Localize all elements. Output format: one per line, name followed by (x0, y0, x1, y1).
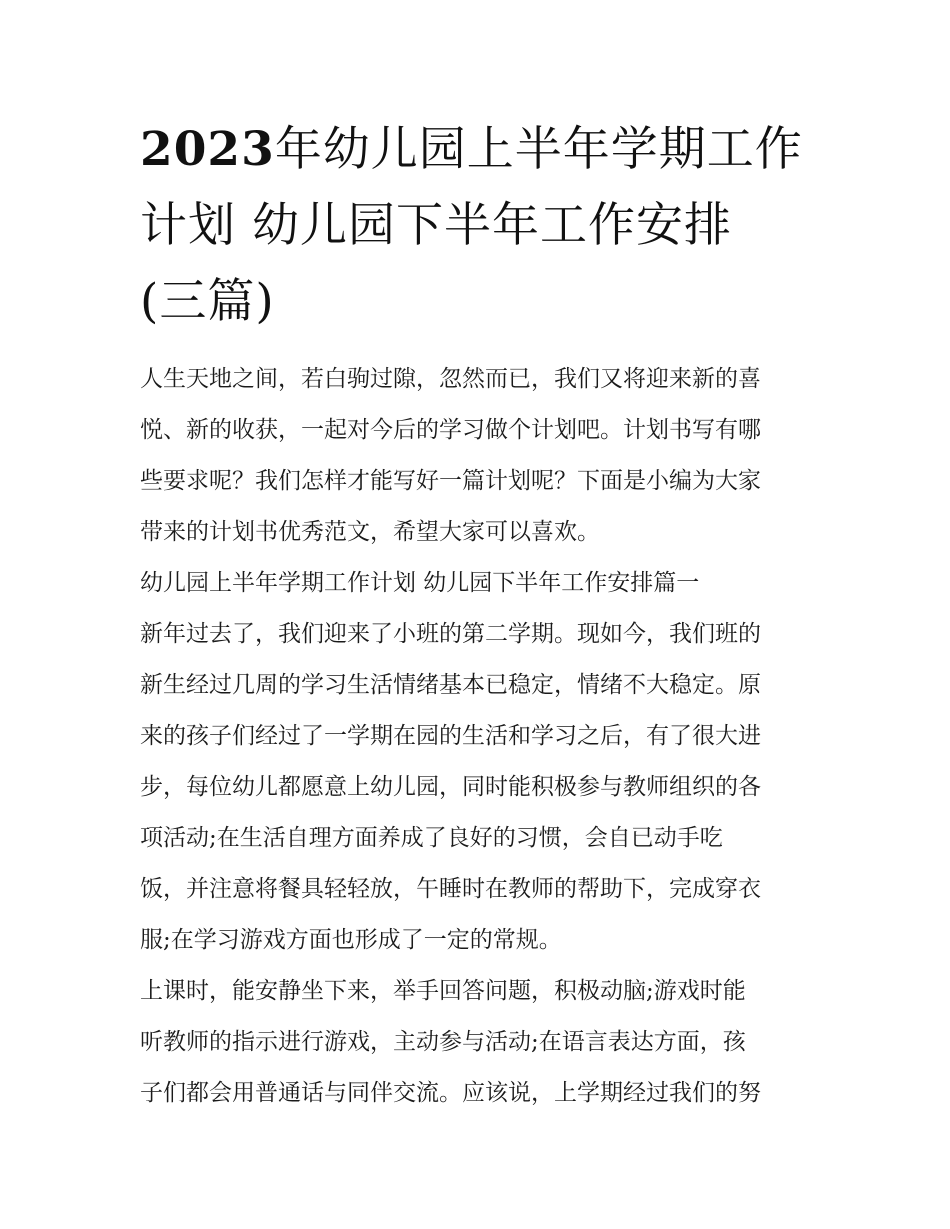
body-paragraph-1 (140, 609, 812, 966)
section-heading: 幼儿园上半年学期工作计划 幼儿园下半年工作安排篇一 (140, 570, 700, 596)
paragraph-line: 来的孩子们经过了一学期在园的生活和学习之后，有了很大进 (140, 723, 761, 749)
title-year: 2023 (140, 122, 275, 177)
paragraph-line: 项活动;在生活自理方面养成了良好的习惯，会自已动手吃 (140, 825, 723, 851)
title-line-2: 计划 幼儿园下半年工作安排 (140, 198, 732, 253)
intro-line: 带来的计划书优秀范文，希望大家可以喜欢。 (140, 519, 600, 545)
paragraph-line: 上课时，能安静坐下来，举手回答问题，积极动脑;游戏时能 (140, 978, 746, 1004)
paragraph-line: 步，每位幼儿都愿意上幼儿园，同时能积极参与教师组织的各 (140, 774, 761, 800)
intro-paragraph (140, 354, 812, 558)
intro-line: 些要求呢？我们怎样才能写好一篇计划呢？下面是小编为大家 (140, 468, 761, 494)
intro-line: 悦、新的收获，一起对今后的学习做个计划吧。计划书写有哪 (140, 417, 761, 443)
title-line-3: (三篇) (140, 274, 275, 329)
document-title (140, 112, 812, 340)
paragraph-line: 子们都会用普通话与同伴交流。应该说，上学期经过我们的努 (140, 1080, 761, 1106)
document-content (140, 112, 812, 1119)
intro-line: 人生天地之间，若白驹过隙，忽然而已，我们又将迎来新的喜 (140, 366, 761, 392)
paragraph-line: 新生经过几周的学习生活情绪基本已稳定，情绪不大稳定。原 (140, 672, 761, 698)
body-paragraph-2 (140, 966, 812, 1119)
paragraph-line: 饭，并注意将餐具轻轻放，午睡时在教师的帮助下，完成穿衣 (140, 876, 761, 902)
paragraph-line: 听教师的指示进行游戏，主动参与活动;在语言表达方面，孩 (140, 1029, 746, 1055)
paragraph-line: 服;在学习游戏方面也形成了一定的常规。 (140, 927, 562, 953)
title-line-1 (140, 112, 812, 188)
paragraph-line: 新年过去了，我们迎来了小班的第二学期。现如今，我们班的 (140, 621, 761, 647)
title-line-1-text: 年幼儿园上半年学期工作 (274, 122, 803, 177)
